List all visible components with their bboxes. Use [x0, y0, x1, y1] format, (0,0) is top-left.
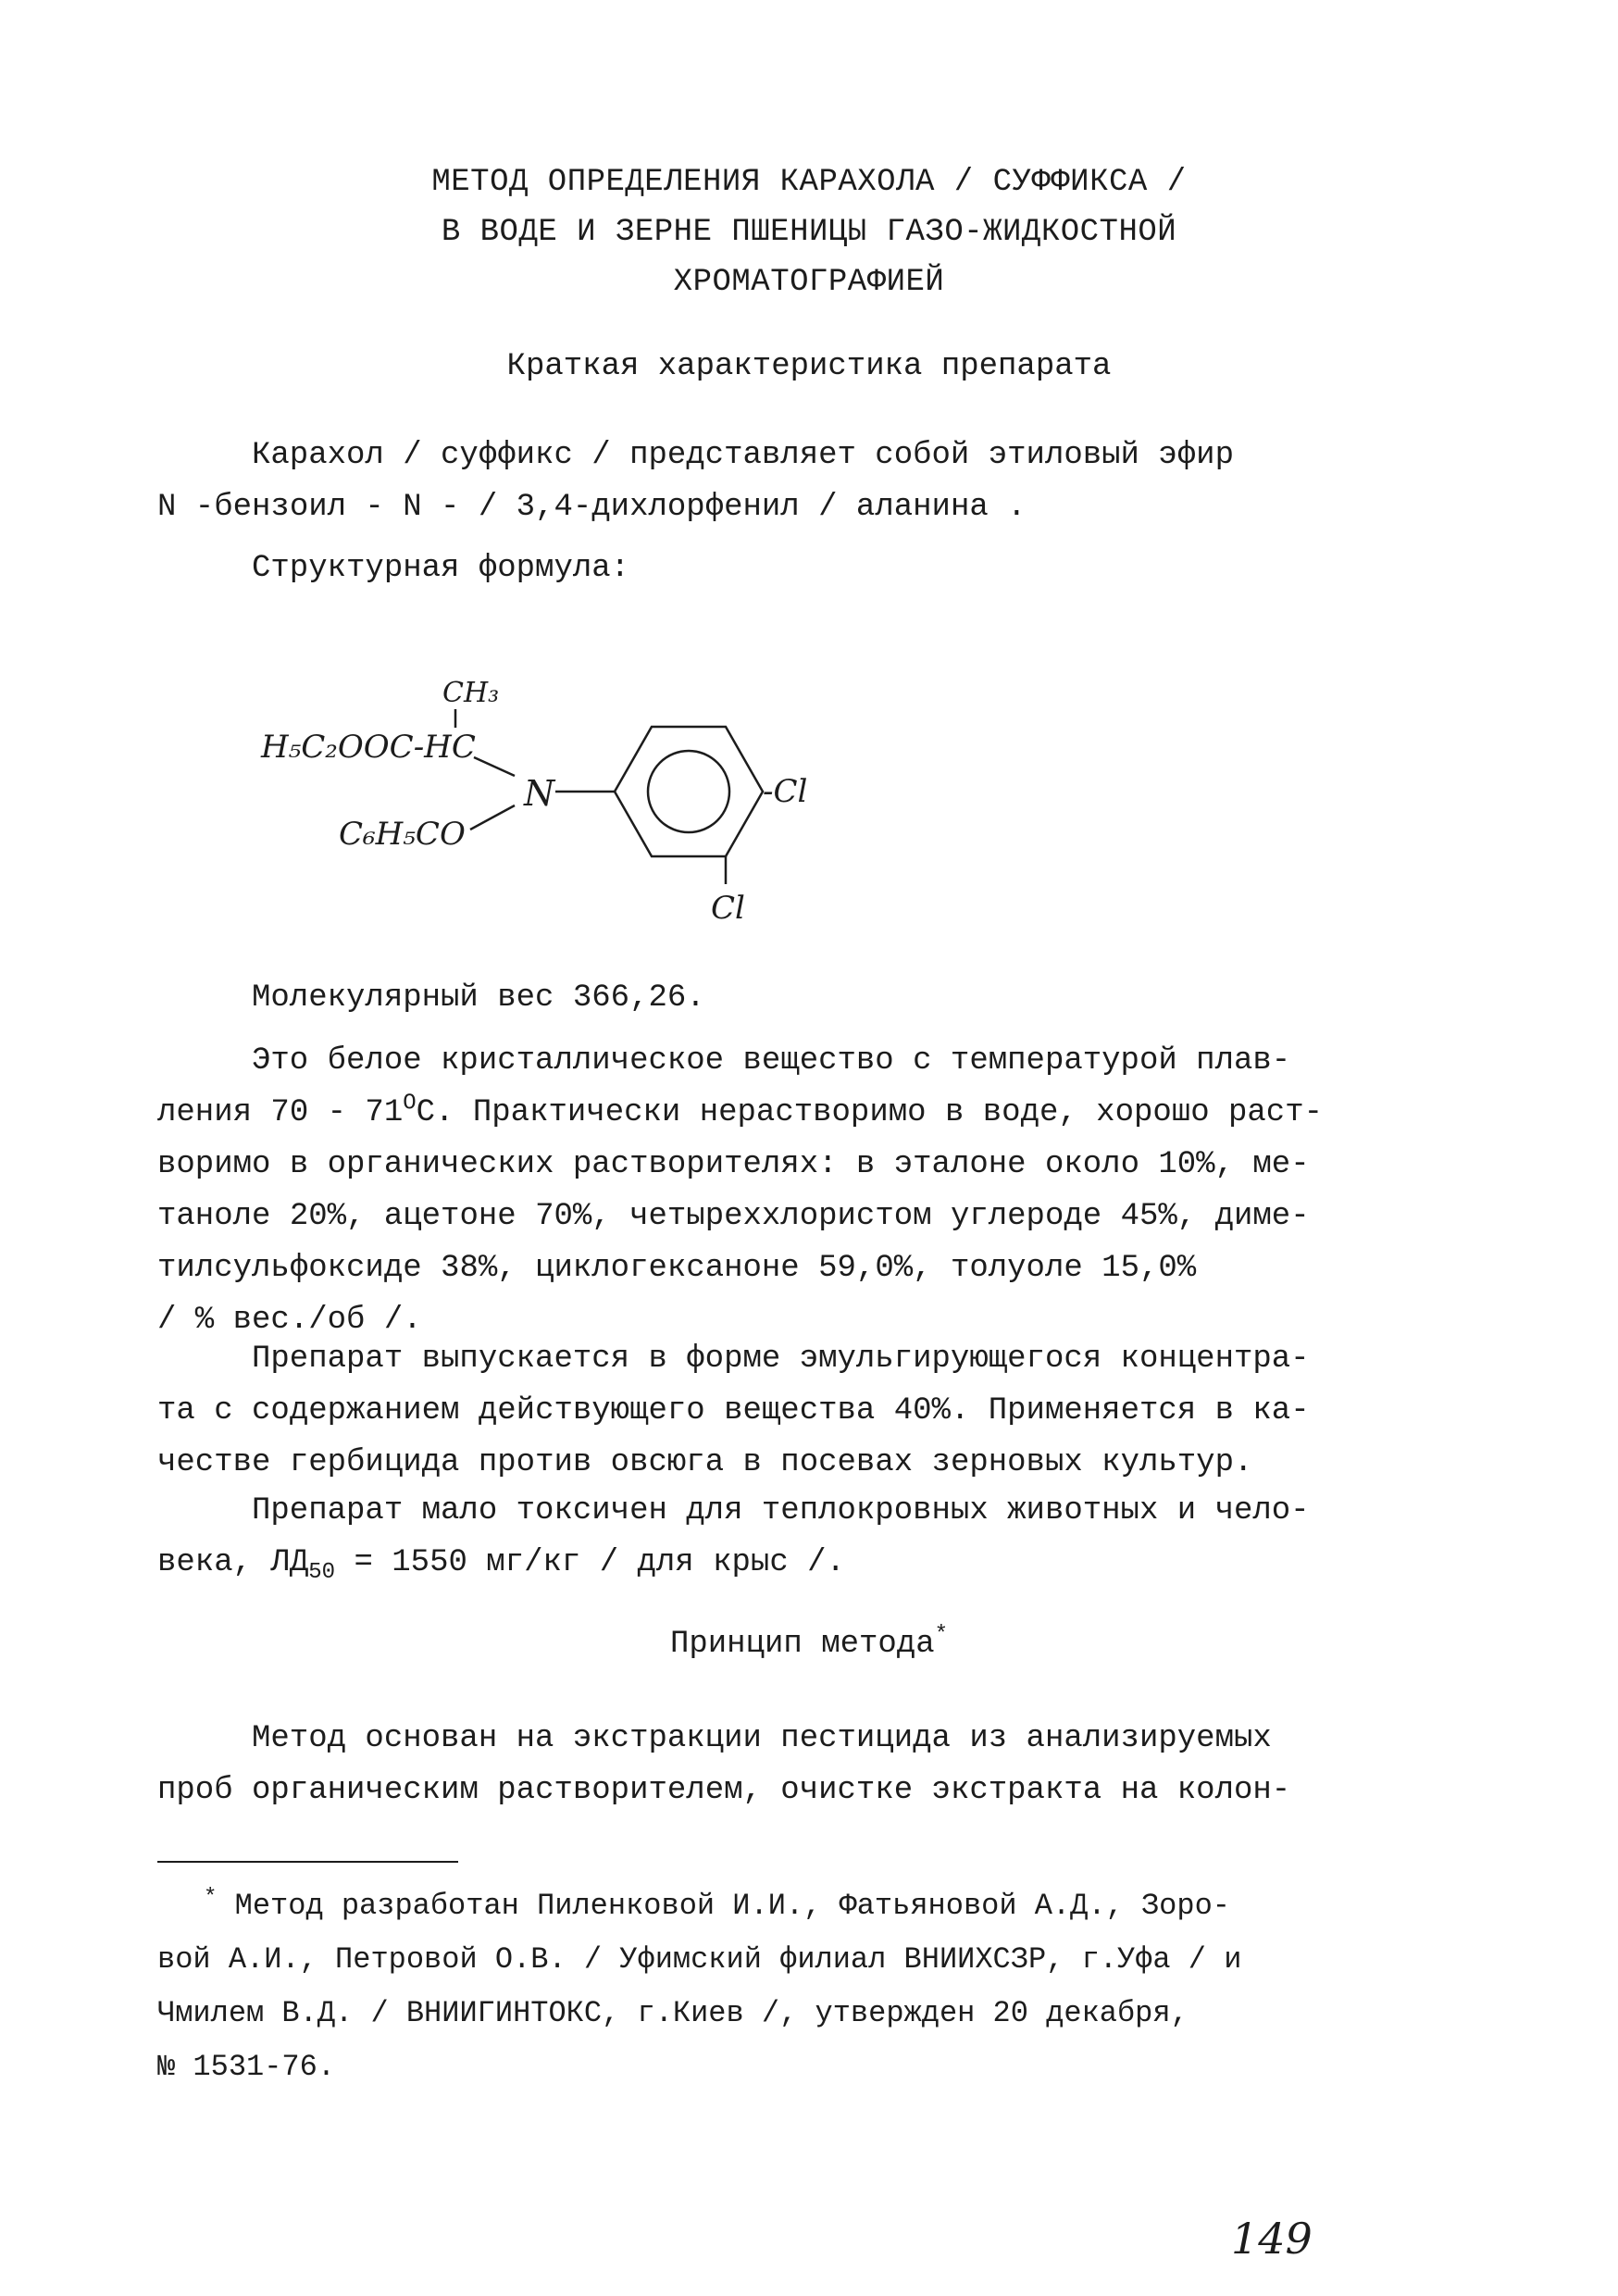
footnote-line-2: вой А.И., Петровой О.В. / Уфимский филиал ВНИИХСЗР, г.Уфа / и: [157, 1942, 1242, 1977]
intro-line-1: Карахол / суффикс / представляет собой этиловый эфир: [252, 438, 1234, 473]
structural-formula: [241, 648, 889, 944]
properties-line-2b: С. Практически нерастворимо в воде, хорошо раст-: [416, 1095, 1324, 1130]
properties-line-4: таноле 20%, ацетоне 70%, четыреххлористом углероде 45%, диме-: [157, 1199, 1310, 1234]
properties-line-6: / % вес./об /.: [157, 1303, 422, 1338]
formulation-line-2: та с содержанием действующего вещества 40%. Применяется в ка-: [157, 1393, 1310, 1429]
properties-line-3: воримо в органических растворителях: в эталоне около 10%, ме-: [157, 1147, 1310, 1182]
toxicity-line-2: [157, 1537, 1324, 1589]
benzene-ring: [615, 727, 763, 856]
footnote-line-4: № 1531-76.: [157, 2050, 336, 2084]
title-line-2: В ВОДЕ И ЗЕРНЕ ПШЕНИЦЫ ГАЗО-ЖИДКОСТНОЙ: [441, 215, 1177, 250]
intro-paragraph: [157, 430, 1324, 533]
principle-line-1: Метод основан на экстракции пестицида из анализируемых: [252, 1721, 1272, 1756]
intro-line-2: N -бензоил - N - / 3,4-дихлорфенил / аланина .: [157, 490, 1027, 525]
benzoyl-group-label: C₆H₅CO: [339, 816, 466, 853]
ld50-subscript: 50: [308, 1559, 336, 1585]
formula-label: Структурная формула:: [252, 551, 630, 586]
properties-line-2a: ления 70 - 71: [157, 1095, 404, 1130]
footnote-line-1: [157, 1879, 1324, 1933]
properties-line-1: Это белое кристаллическое вещество с температурой плав-: [252, 1043, 1291, 1079]
page-number: 149: [1231, 2214, 1313, 2264]
degree-mark: О: [403, 1091, 417, 1117]
chlorine-bottom-label: Cl: [711, 890, 745, 927]
toxicity-line-2a: века, ЛД: [157, 1545, 309, 1580]
properties-line-2: [157, 1087, 1324, 1139]
nitrogen-label: N: [524, 773, 555, 814]
principle-paragraph: [157, 1713, 1324, 1816]
bond-hc-n: [474, 757, 515, 776]
footnote-line-1-text: Метод разработан Пиленковой И.И., Фатьяновой А.Д., Зоро-: [217, 1889, 1230, 1923]
toxicity-line-2b: = 1550 мг/кг / для крыс /.: [335, 1545, 845, 1580]
bond-co-n: [470, 805, 515, 830]
formulation-line-1: Препарат выпускается в форме эмульгирующегося концентра-: [252, 1341, 1310, 1377]
principle-line-2: проб органическим растворителем, очистке экстракта на колон-: [157, 1773, 1291, 1808]
chlorine-right-label: -Cl: [763, 773, 808, 810]
toxicity-line-1: Препарат мало токсичен для теплокровных животных и чело-: [252, 1493, 1310, 1529]
formulation-line-3: честве гербицида против овсюга в посевах зерновых культур.: [157, 1445, 1253, 1480]
molecular-weight: Молекулярный вес 366,26.: [252, 980, 705, 1016]
document-title: [278, 157, 1340, 307]
formulation-paragraph: [157, 1333, 1324, 1489]
ester-group-label: H₅C₂OOC-HC: [261, 729, 476, 766]
principle-heading: [278, 1618, 1340, 1670]
footnote: [157, 1879, 1324, 2094]
footnote-divider: [157, 1861, 458, 1863]
footnote-line-3: Чмилем В.Д. / ВНИИГИНТОКС, г.Киев /, утвержден 20 декабря,: [157, 1996, 1189, 2030]
benzene-ring-circle: [648, 751, 729, 832]
properties-paragraph: [157, 1035, 1324, 1346]
toxicity-paragraph: [157, 1485, 1324, 1589]
footnote-mark: *: [204, 1885, 218, 1911]
footnote-marker: *: [934, 1622, 949, 1648]
title-line-1: МЕТОД ОПРЕДЕЛЕНИЯ КАРАХОЛА / СУФФИКСА /: [431, 165, 1187, 200]
principle-heading-text: Принцип метода: [669, 1627, 935, 1662]
title-line-3: ХРОМАТОГРАФИЕЙ: [673, 265, 945, 300]
section-subtitle: Краткая характеристика препарата: [506, 349, 1112, 384]
properties-line-5: тилсульфоксиде 38%, циклогексаноне 59,0%, толуоле 15,0%: [157, 1251, 1197, 1286]
ch3-label: CH₃: [442, 677, 500, 709]
